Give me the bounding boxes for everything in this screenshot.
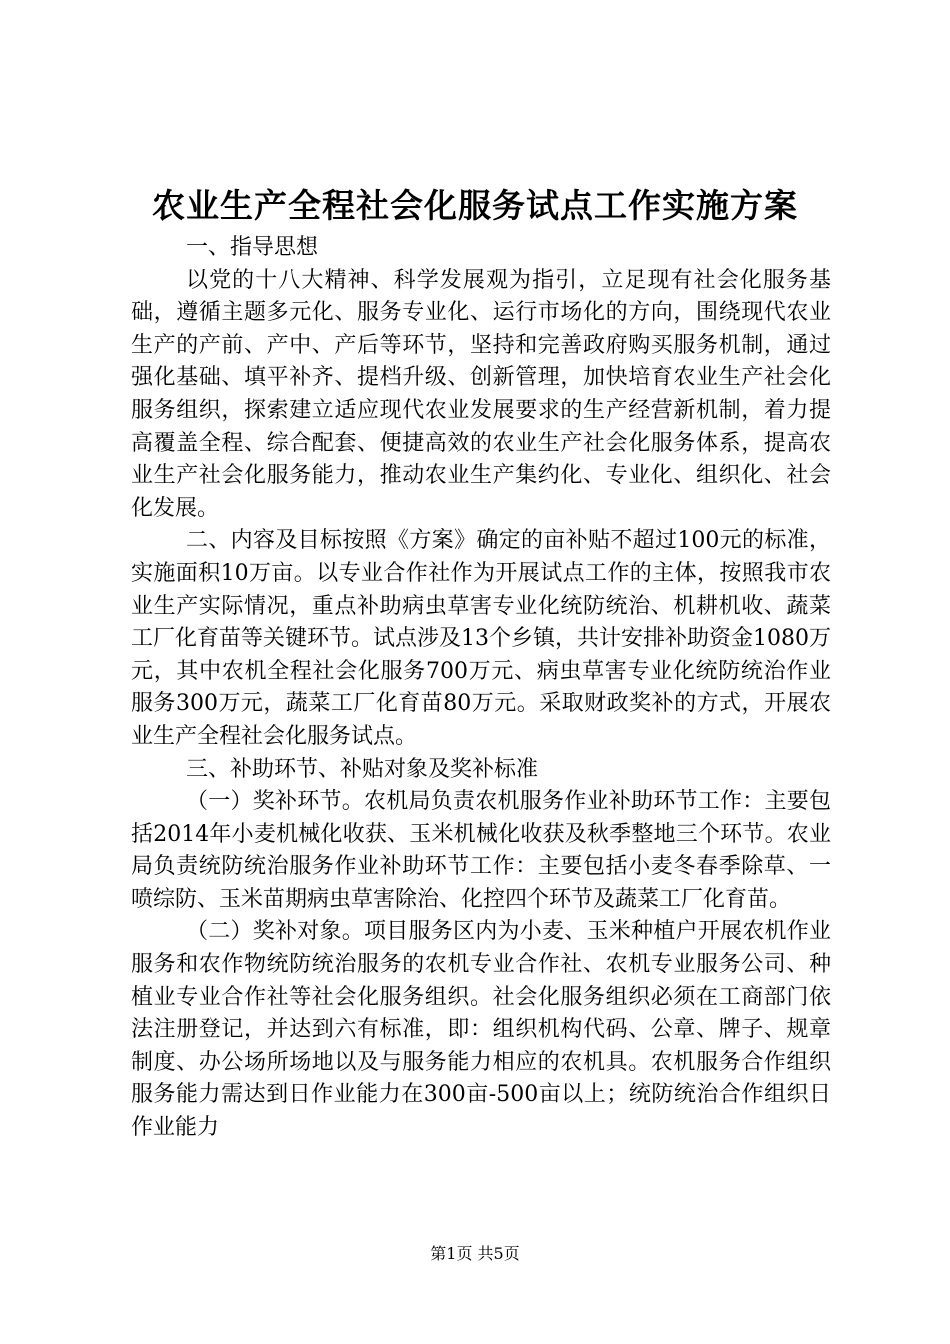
paragraph-guiding-thought: 以党的十八大精神、科学发展观为指引，立足现有社会化服务基础，遵循主题多元化、服务专业化、运行市场化的方向，围绕现代农业生产的产前、产中、产后等环节，坚持和完善政府购买服务机制，通过强化基础、填平补齐、提档升级、创新管理，加快培育农业生产社会化服务组织，探索建立适应现代农业发展要求的生产经营新机制，着力提高覆盖全程、综合配套、便捷高效的农业生产社会化服务体系，提高农业生产社会化服务能力，推动农业生产集约化、专业化、组织化、社会化发展。 — [131, 267, 831, 521]
document-body — [131, 232, 831, 1145]
section-heading-subsidy: 三、补助环节、补贴对象及奖补标准 — [186, 756, 539, 782]
document-title: 农业生产全程社会化服务试点工作实施方案 — [152, 186, 798, 225]
section-heading-guiding-thought: 一、指导思想 — [186, 235, 319, 260]
paragraph-subsidy-links: （一）奖补环节。农机局负责农机服务作业补助环节工作：主要包括2014年小麦机械化收获、玉米机械化收获及秋季整地三个环节。农业局负责统防统治服务作业补助环节工作：主要包括小麦冬春季除草、一喷综防、玉米苗期病虫草害除治、化控四个环节及蔬菜工厂化育苗。 — [131, 789, 831, 912]
page-number-footer: 第1页 共5页 — [430, 1244, 520, 1263]
paragraph-content-and-goals: 二、内容及目标按照《方案》确定的亩补贴不超过100元的标准，实施面积10万亩。以专业合作社作为开展试点工作的主体，按照我市农业生产实际情况，重点补助病虫草害专业化统防统治、机耕机收、蔬菜工厂化育苗等关键环节。试点涉及13个乡镇，共计安排补助资金1080万元，其中农机全程社会化服务700万元、病虫草害专业化统防统治作业服务300万元，蔬菜工厂化育苗80万元。采取财政奖补的方式，开展农业生产全程社会化服务试点。 — [131, 528, 831, 749]
paragraph-subsidy-targets: （二）奖补对象。项目服务区内为小麦、玉米种植户开展农机作业服务和农作物统防统治服务的农机专业合作社、农机专业服务公司、种植业专业合作社等社会化服务组织。社会化服务组织必须在工商部门依法注册登记，并达到六有标准，即：组织机构代码、公章、牌子、规章制度、办公场所场地以及与服务能力相应的农机具。农机服务合作组织服务能力需达到日作业能力在300亩-500亩以上；统防统治合作组织日作业能力 — [131, 919, 831, 1141]
